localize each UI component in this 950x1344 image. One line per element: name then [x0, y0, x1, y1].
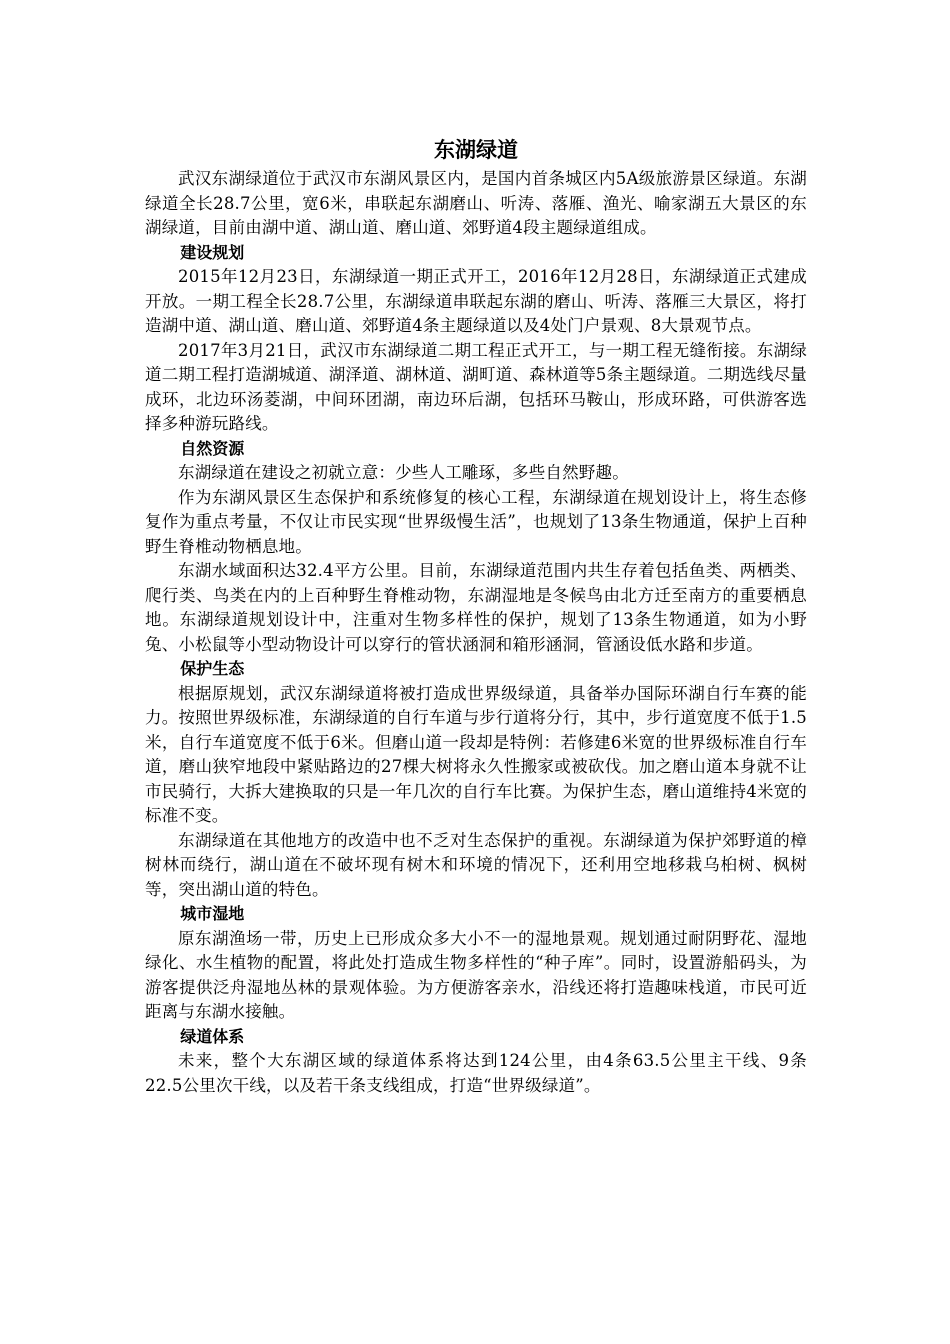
paragraph: 2015年12月23日，东湖绿道一期正式开工，2016年12月28日，东湖绿道正式建成开放。一期工程全长28.7公里，东湖绿道串联起东湖的磨山、听涛、落雁三大景区，将打造湖中道、湖山道、磨山道、郊野道4条主题绿道以及4处门户景观、8大景观节点。 [145, 267, 807, 335]
paragraph: 作为东湖风景区生态保护和系统修复的核心工程，东湖绿道在规划设计上，将生态修复作为重点考量，不仅让市民实现“世界级慢生活”，也规划了13条生物通道，保护上百种野生脊椎动物栖息地。 [145, 487, 807, 556]
document-page [145, 135, 807, 1098]
document-title: 东湖绿道 [434, 138, 518, 162]
paragraph: 东湖绿道在建设之初就立意：少些人工雕琢，多些自然野趣。 [178, 463, 629, 482]
paragraph: 2017年3月21日，武汉市东湖绿道二期工程正式开工，与一期工程无缝衔接。东湖绿道二期工程打造湖城道、湖泽道、湖林道、湖町道、森林道等5条主题绿道。二期选线尽量成环，北边环汤菱湖，中间环团湖，南边环后湖，包括环马鞍山，形成环路，可供游客选择多种游玩路线。 [145, 340, 807, 433]
section-heading-system: 绿道体系 [180, 1026, 245, 1046]
paragraph: 原东湖渔场一带，历史上已形成众多大小不一的湿地景观。规划通过耐阴野花、湿地绿化、水生植物的配置，将此处打造成生物多样性的“种子库”。同时，设置游船码头，为游客提供泛舟湿地丛林的景观体验。为方便游客亲水，沿线还将打造趣味栈道，市民可近距离与东湖水接触。 [145, 928, 807, 1021]
section-heading-nature: 自然资源 [180, 438, 245, 458]
paragraph: 未来，整个大东湖区域的绿道体系将达到124公里，由4条63.5公里主干线、9条22.5公里次干线，以及若干条支线组成，打造“世界级绿道”。 [145, 1051, 807, 1095]
section-heading-ecology: 保护生态 [180, 659, 245, 678]
paragraph: 东湖水域面积达32.4平方公里。目前，东湖绿道范围内共生存着包括鱼类、两栖类、爬行类、鸟类在内的上百种野生脊椎动物，东湖湿地是冬候鸟由北方迁至南方的重要栖息地。东湖绿道规划设计中，注重对生物多样性的保护，规划了13条生物通道，如为小野兔、小松鼠等小型动物设计可以穿行的管状涵洞和箱形涵洞，管涵设低水路和步道。 [145, 561, 807, 654]
section-heading-wetland: 城市湿地 [180, 904, 245, 923]
paragraph: 根据原规划，武汉东湖绿道将被打造成世界级绿道，具备举办国际环湖自行车赛的能力。按照世界级标准，东湖绿道的自行车道与步行道将分行，其中，步行道宽度不低于1.5米，自行车道宽度不低于6米。但磨山道一段却是特例：若修建6米宽的世界级标准自行车道，磨山狭窄地段中紧贴路边的27棵大树将永久性搬家或被砍伐。加之磨山道本身就不让市民骑行，大拆大建换取的只是一年几次的自行车比赛。为保护生态，磨山道维持4米宽的标准不变。 [145, 683, 807, 825]
paragraph: 东湖绿道在其他地方的改造中也不乏对生态保护的重视。东湖绿道为保护郊野道的樟树林而绕行，湖山道在不破坏现有树木和环境的情况下，还利用空地移栽乌桕树、枫树等，突出湖山道的特色。 [145, 830, 807, 899]
section-heading-construction: 建设规划 [180, 242, 245, 262]
paragraph-intro: 武汉东湖绿道位于武汉市东湖风景区内，是国内首条城区内5A级旅游景区绿道。东湖绿道全长28.7公里，宽6米，串联起东湖磨山、听涛、落雁、渔光、喻家湖五大景区的东湖绿道，目前由湖中道、湖山道、磨山道、郊野道4段主题绿道组成。 [145, 169, 807, 237]
